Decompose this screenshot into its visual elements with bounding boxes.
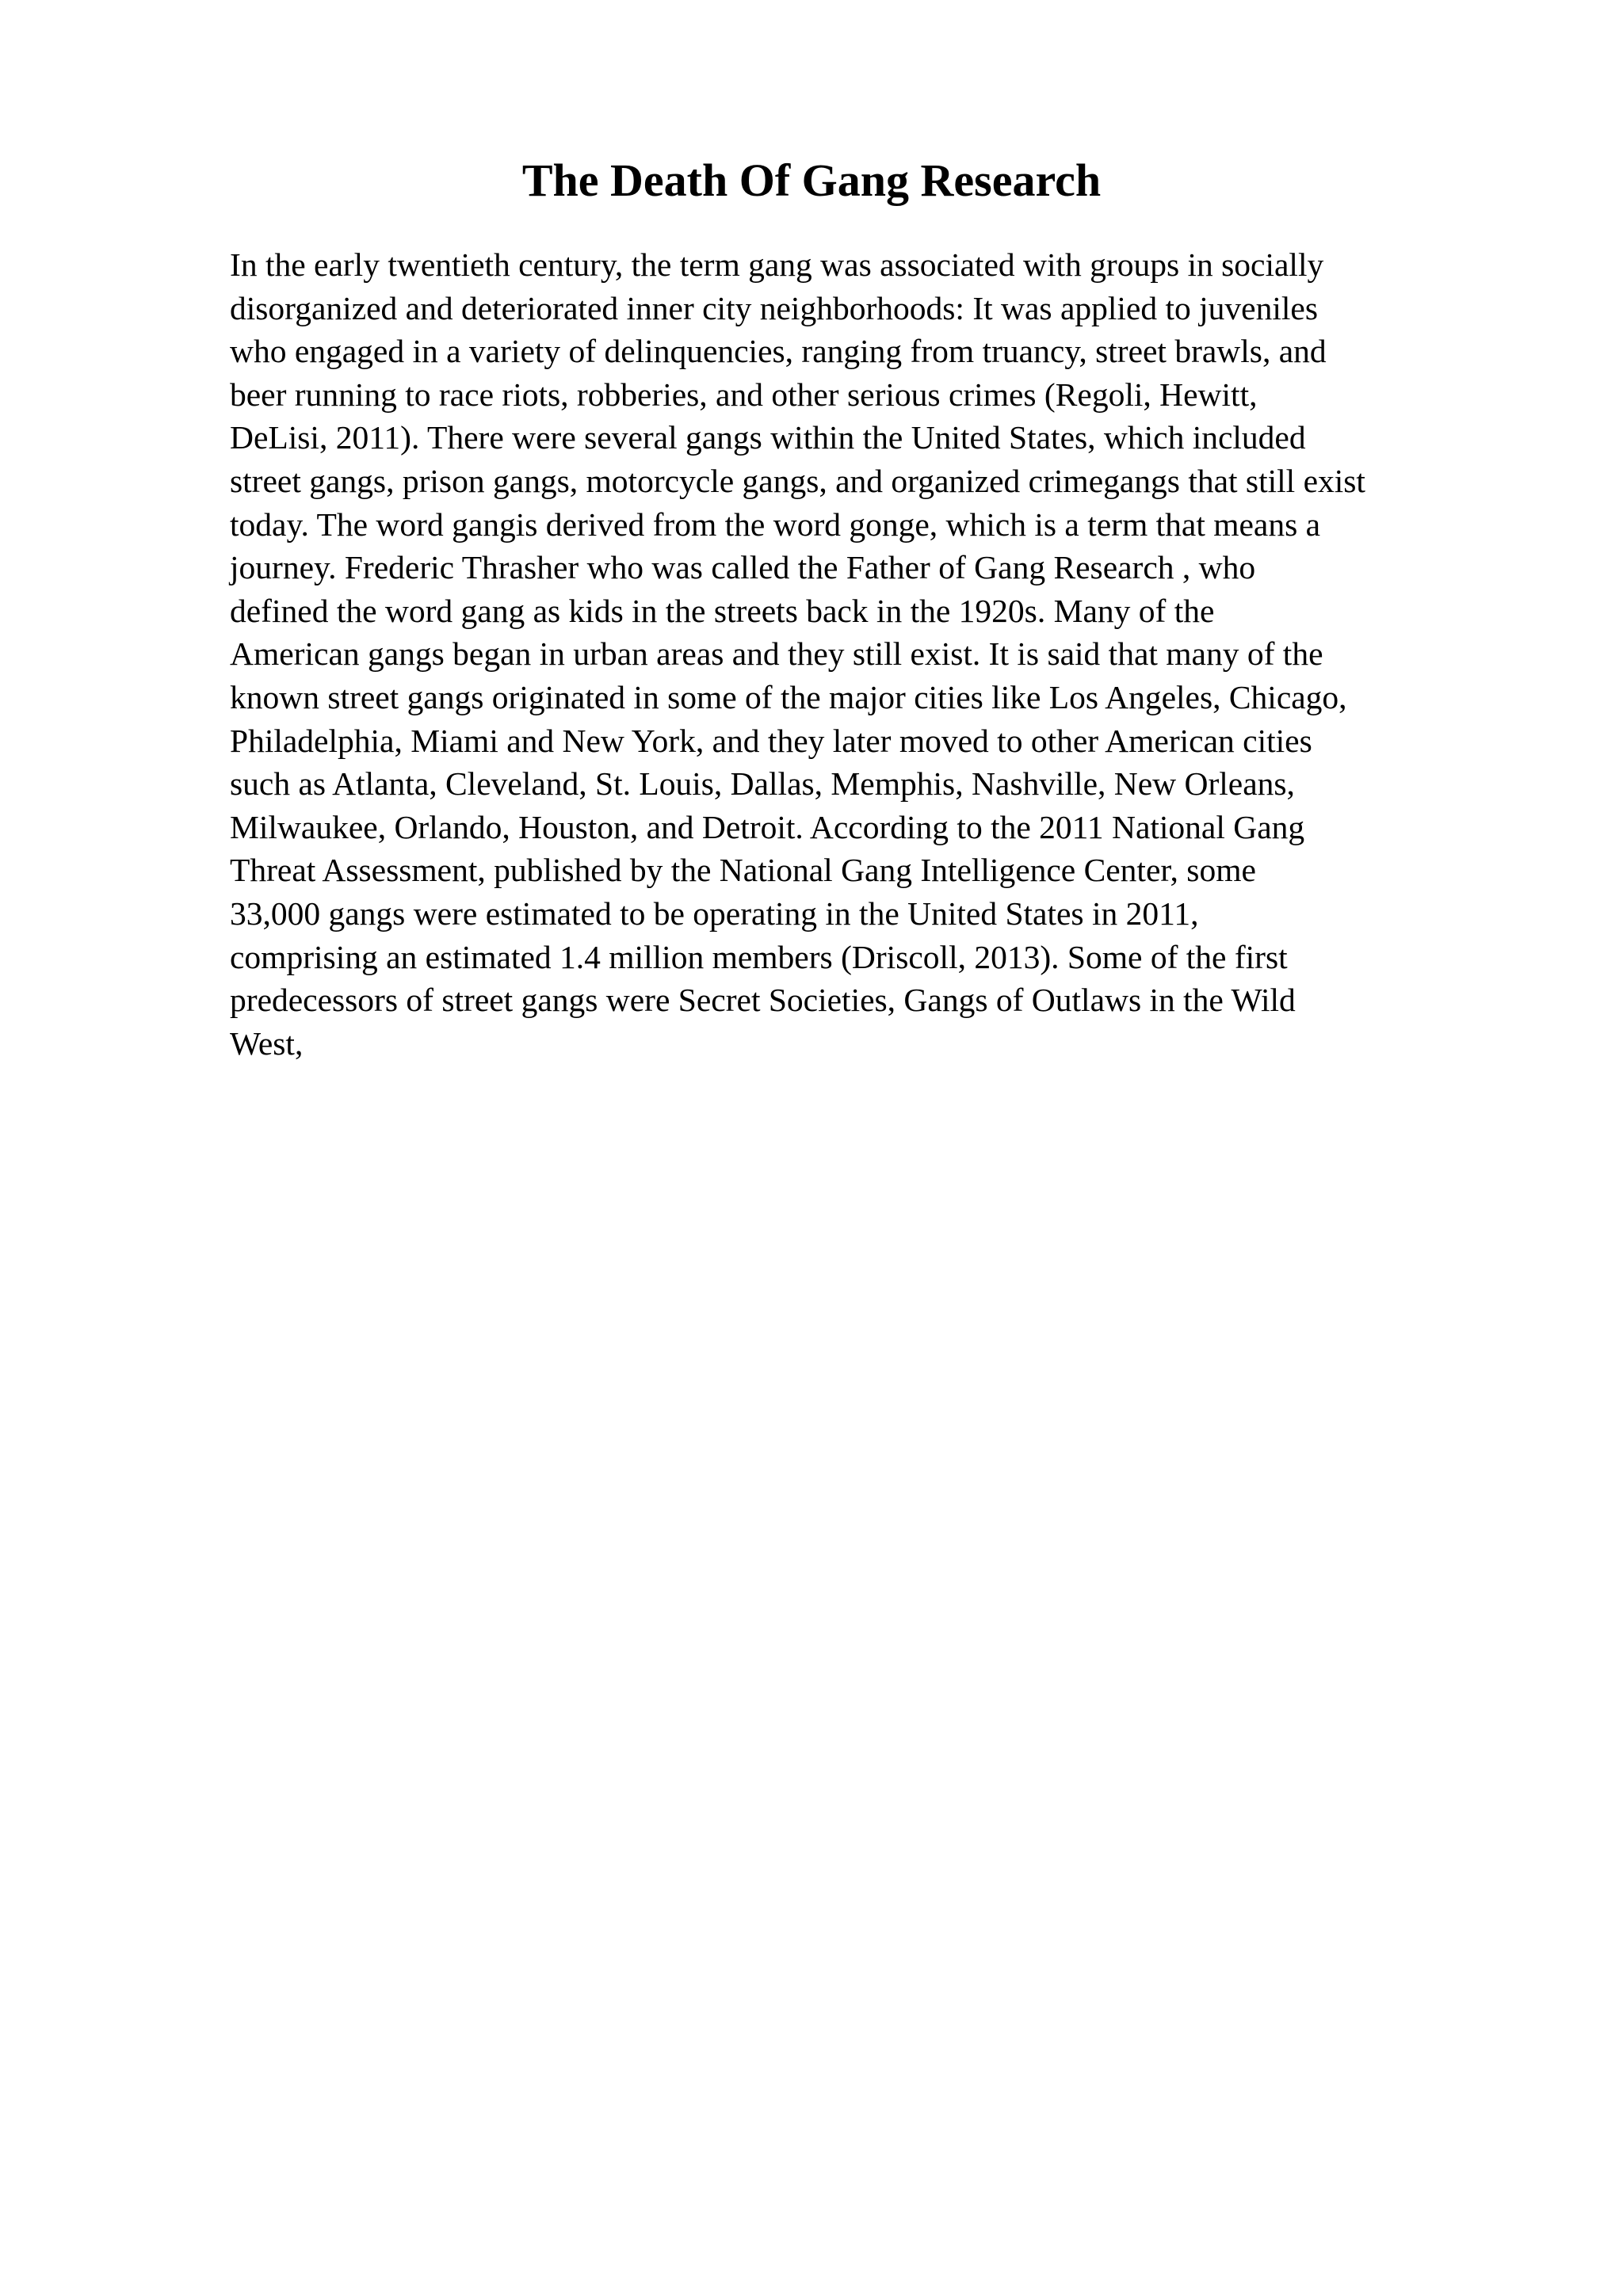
body-line: American gangs began in urban areas and they still exist. It is said that many of the — [230, 635, 1323, 673]
body-line: beer running to race riots, robberies, and other serious crimes (Regoli, Hewitt, — [230, 376, 1258, 413]
body-line: DeLisi, 2011). There were several gangs within the United States, which included — [230, 419, 1306, 456]
body-line: defined the word gang as kids in the streets back in the 1920s. Many of the — [230, 592, 1215, 629]
body-line: 33,000 gangs were estimated to be operating in the United States in 2011, — [230, 894, 1199, 932]
body-line: street gangs, prison gangs, motorcycle gangs, and organized crimegangs that still exist — [230, 462, 1365, 499]
body-line: comprising an estimated 1.4 million members (Driscoll, 2013). Some of the first — [230, 938, 1288, 975]
body-line: Milwaukee, Orlando, Houston, and Detroit. According to the 2011 National Gang — [230, 808, 1305, 845]
body-line: Philadelphia, Miami and New York, and they later moved to other American cities — [230, 722, 1312, 759]
body-line: Threat Assessment, published by the National Gang Intelligence Center, some — [230, 852, 1256, 889]
body-line: such as Atlanta, Cleveland, St. Louis, Dallas, Memphis, Nashville, New Orleans, — [230, 765, 1295, 803]
body-line: journey. Frederic Thrasher who was called the Father of Gang Research , who — [230, 549, 1256, 586]
body-line: known street gangs originated in some of the major cities like Los Angeles, Chicago, — [230, 678, 1347, 715]
body-line: who engaged in a variety of delinquencies, ranging from truancy, street brawls, and — [230, 333, 1327, 370]
body-line: In the early twentieth century, the term gang was associated with groups in socially — [230, 246, 1324, 283]
body-line: today. The word gangis derived from the word gonge, which is a term that means a — [230, 505, 1321, 543]
body-line: disorganized and deteriorated inner city neighborhoods: It was applied to juveniles — [230, 289, 1318, 326]
body-line: West, — [230, 1024, 304, 1062]
document-title: The Death Of Gang Research — [521, 154, 1102, 206]
body-line: predecessors of street gangs were Secret Societies, Gangs of Outlaws in the Wild — [230, 982, 1296, 1019]
document-body — [230, 243, 1514, 1065]
